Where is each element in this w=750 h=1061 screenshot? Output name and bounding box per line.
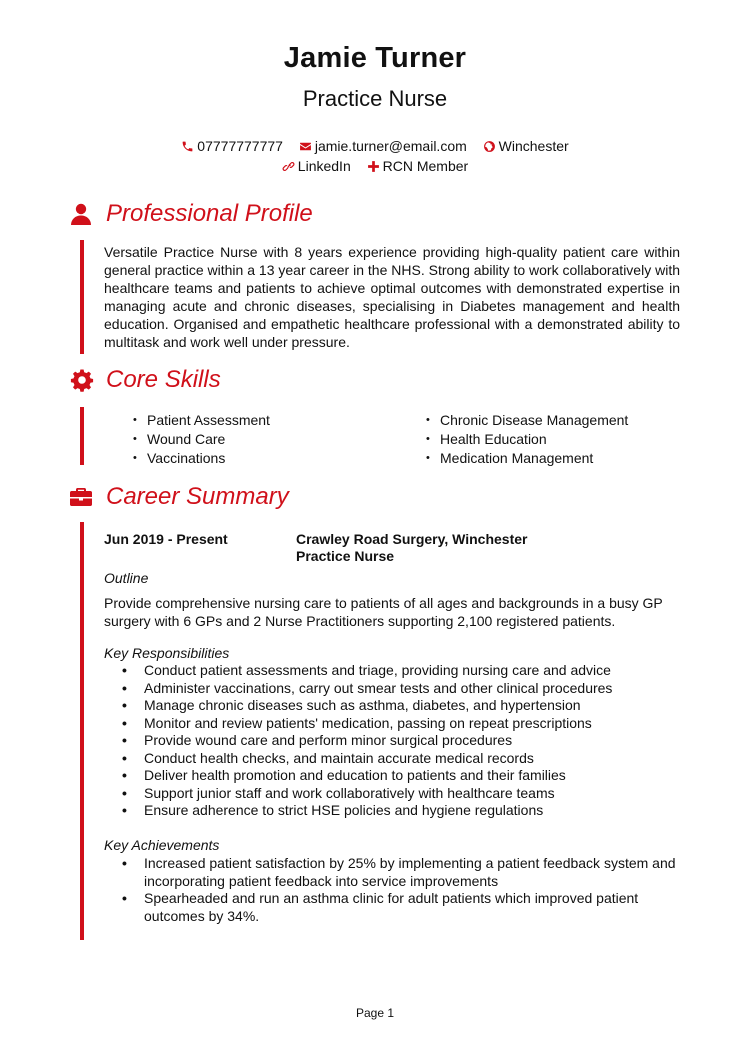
job-employer: Crawley Road Surgery, Winchester — [296, 531, 528, 547]
contact-row-1 — [0, 138, 750, 156]
list-item: • Monitor and review patients' medication, passing on repeat prescriptions — [104, 715, 694, 733]
list-item: • Spearheaded and run an asthma clinic for adult patients which improved patient outcomes by 34%. — [104, 890, 684, 925]
link-icon — [282, 160, 295, 173]
profile-heading: Professional Profile — [106, 200, 313, 227]
page-number: Page 1 — [355, 1006, 395, 1020]
skills-accent-bar — [80, 407, 84, 465]
profile-text: Versatile Practice Nurse with 8 years experience providing high-quality patient care within general practice within a 13 year career in the NHS. Strong ability to work collaboratively with healthcare teams and patients to achieve optimal outcomes with demonstrated expertise in managing acute and chronic diseases, specialising in Diabetes management and health education. Organised and empathetic healthcare professional with a demonstrated ability to multitask and work well under pressure. — [104, 244, 680, 350]
outline-text: Provide comprehensive nursing care to patients of all ages and backgrounds in a busy GP surgery with 6 GPs and 2 Nurse Practitioners supporting 2,100 registered patients. — [104, 595, 663, 629]
responsibilities-label: Key Responsibilities — [104, 645, 230, 661]
skills-list-right — [426, 411, 706, 468]
user-icon — [69, 202, 93, 226]
list-item: • Wound Care — [133, 430, 403, 449]
responsibilities-list — [104, 662, 694, 820]
list-item: • Patient Assessment — [133, 411, 403, 430]
candidate-name: Jamie Turner — [283, 42, 467, 74]
job-role: Practice Nurse — [296, 548, 395, 564]
career-accent-bar — [80, 522, 84, 940]
list-item: • Increased patient satisfaction by 25% by implementing a patient feedback system and incorporating patient feedback into service improvements — [104, 855, 684, 890]
envelope-icon — [299, 140, 312, 153]
profile-accent-bar — [80, 240, 84, 354]
list-item: • Health Education — [426, 430, 706, 449]
list-item: • Deliver health promotion and education to patients and their families — [104, 767, 694, 785]
list-item: • Conduct patient assessments and triage, providing nursing care and advice — [104, 662, 694, 680]
achievements-list — [104, 855, 684, 925]
career-heading: Career Summary — [106, 483, 289, 510]
skills-heading: Core Skills — [106, 366, 221, 393]
contact-location — [483, 138, 569, 154]
phone-icon — [181, 140, 194, 153]
list-item: • Ensure adherence to strict HSE policies and hygiene regulations — [104, 802, 694, 820]
location-text: Winchester — [498, 138, 569, 154]
list-item: • Support junior staff and work collaboratively with healthcare teams — [104, 785, 694, 803]
list-item: • Provide wound care and perform minor surgical procedures — [104, 732, 694, 750]
membership-text: RCN Member — [382, 158, 469, 174]
list-item: • Chronic Disease Management — [426, 411, 706, 430]
list-item: • Vaccinations — [133, 449, 403, 468]
outline-label: Outline — [104, 570, 149, 586]
contact-email[interactable] — [299, 138, 467, 154]
list-item: • Medication Management — [426, 449, 706, 468]
job-title: Practice Nurse — [302, 86, 448, 111]
contact-phone — [181, 138, 283, 154]
gear-icon — [70, 368, 94, 392]
phone-number: 07777777777 — [197, 138, 283, 154]
plus-icon — [367, 160, 380, 173]
email-address: jamie.turner@email.com — [314, 138, 467, 154]
skills-list-left — [133, 411, 403, 468]
list-item: • Manage chronic diseases such as asthma, diabetes, and hypertension — [104, 697, 694, 715]
contact-linkedin[interactable] — [282, 158, 351, 174]
list-item: • Conduct health checks, and maintain accurate medical records — [104, 750, 694, 768]
contact-membership — [367, 158, 469, 174]
job-dates: Jun 2019 - Present — [104, 531, 228, 547]
list-item: • Administer vaccinations, carry out smear tests and other clinical procedures — [104, 680, 694, 698]
briefcase-icon — [69, 485, 93, 509]
achievements-label: Key Achievements — [104, 837, 220, 853]
contact-row-2 — [0, 158, 750, 176]
globe-icon — [483, 140, 496, 153]
linkedin-link: LinkedIn — [297, 158, 351, 174]
